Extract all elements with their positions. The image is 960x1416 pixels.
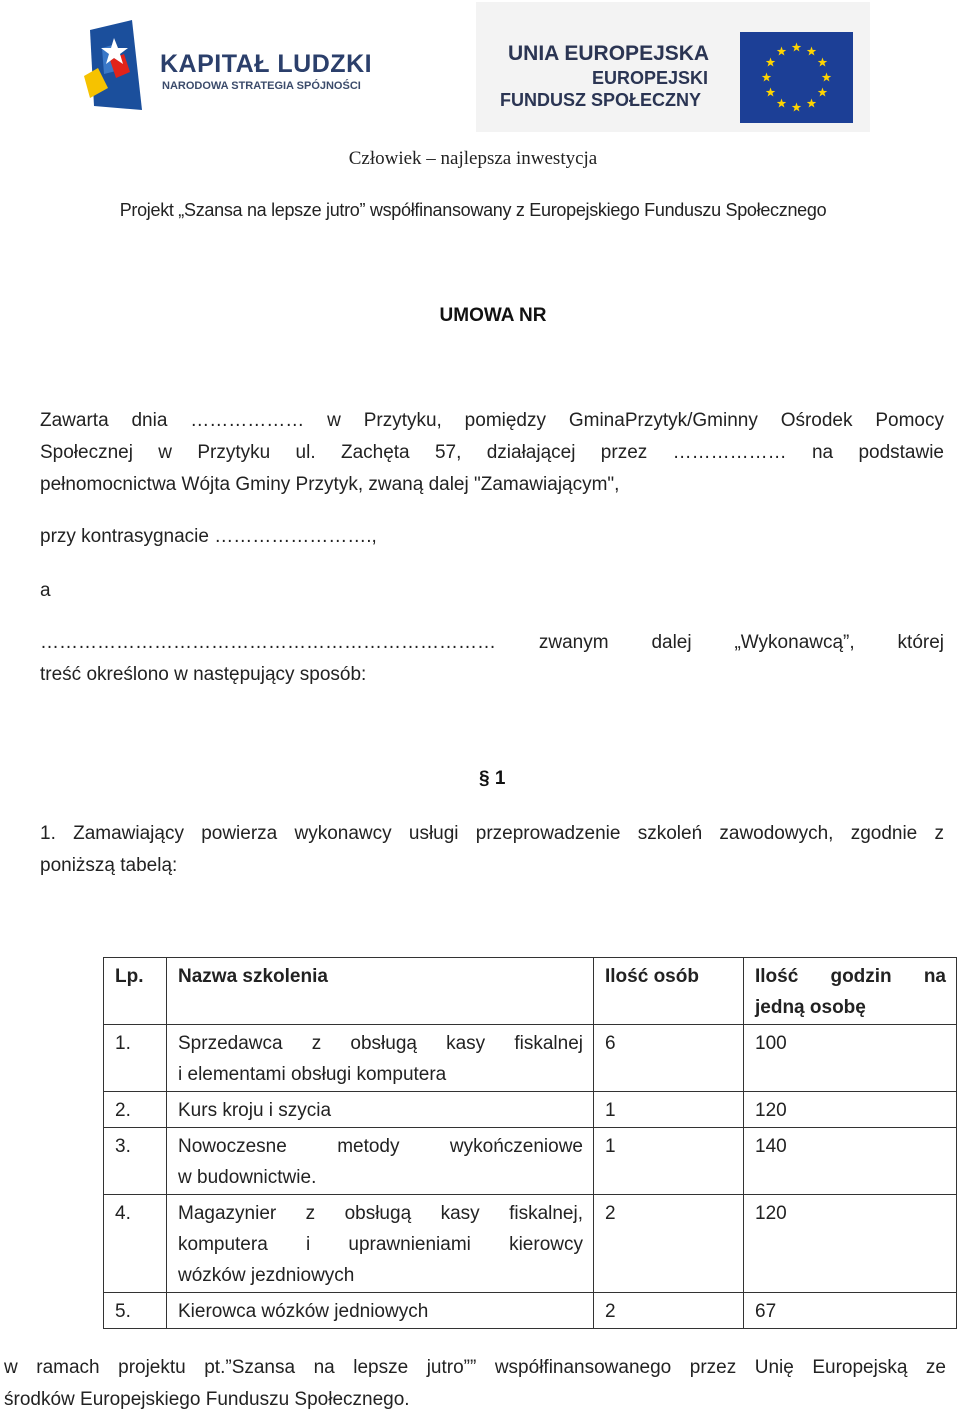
cell-lp: 3.	[104, 1128, 167, 1195]
countersign-line: przy kontrasygnacie …………………….,	[40, 526, 377, 547]
section1-line-1: 1. Zamawiający powierza wykonawcy usługi przeprowadzenie szkoleń zawodowych, zgodnie z	[40, 823, 944, 844]
section-mark: § 1	[479, 768, 506, 789]
cell-name-line: Nowoczesne metody wykończeniowe	[178, 1136, 583, 1157]
intro-line-1: Zawarta dnia ……………… w Przytyku, pomiędzy GminaPrzytyk/Gminny Ośrodek Pomocy	[40, 410, 944, 431]
header-hours-line1: Ilość godzin na	[755, 966, 946, 987]
header-hours-line2: jedną osobę	[755, 997, 866, 1018]
footer-line-1: w ramach projektu pt.”Szansa na lepsze jutro”” współfinansowanego przez Unię Europejską ze	[4, 1357, 946, 1378]
cell-lp: 5.	[104, 1293, 167, 1329]
cell-name-line: Kurs kroju i szycia	[178, 1100, 332, 1121]
cell-name-line: w budownictwie.	[178, 1167, 317, 1188]
cell-name-line: i elementami obsługi komputera	[178, 1064, 447, 1085]
header-hours	[744, 958, 957, 1025]
eu-flag-icon	[740, 32, 853, 123]
cell-hours: 100	[744, 1025, 957, 1092]
contract-title: UMOWA NR	[439, 305, 547, 326]
table-row	[104, 1025, 957, 1092]
cell-people: 2	[594, 1195, 744, 1293]
intro-line-3: pełnomocnictwa Wójta Gminy Przytyk, zwaną dalej "Zamawiającym",	[40, 474, 620, 495]
table-body	[104, 1025, 957, 1329]
cell-people: 2	[594, 1293, 744, 1329]
cell-name	[167, 1025, 594, 1092]
cell-lp: 4.	[104, 1195, 167, 1293]
header-people: Ilość osób	[594, 958, 744, 1025]
footer-paragraph	[4, 1352, 946, 1416]
eu-logo-line2: EUROPEJSKI	[592, 68, 709, 88]
table-row	[104, 1293, 957, 1329]
cell-lp: 2.	[104, 1092, 167, 1128]
footer-line-2: środków Europejskiego Funduszu Społecznego.	[4, 1389, 410, 1410]
cell-name	[167, 1195, 594, 1293]
table-header-row	[104, 958, 957, 1025]
table-row	[104, 1195, 957, 1293]
eu-logo-line1: UNIA EUROPEJSKA	[508, 42, 710, 65]
header-lp: Lp.	[104, 958, 167, 1025]
cell-name-line: wózków jezdniowych	[178, 1265, 355, 1286]
kapital-ludzki-title: KAPITAŁ LUDZKI	[160, 50, 373, 78]
table-row	[104, 1092, 957, 1128]
motto: Człowiek – najlepsza inwestycja	[348, 148, 598, 169]
courses-table	[103, 957, 957, 1329]
cell-people: 1	[594, 1128, 744, 1195]
cell-name	[167, 1293, 594, 1329]
cell-name-line: komputera i uprawnieniami kierowcy	[178, 1234, 583, 1255]
contractor-paragraph	[40, 627, 944, 691]
cell-lp: 1.	[104, 1025, 167, 1092]
cell-hours: 120	[744, 1195, 957, 1293]
cell-name-line: Magazynier z obsługą kasy fiskalnej,	[178, 1203, 583, 1224]
cell-people: 1	[594, 1092, 744, 1128]
kapital-ludzki-subtitle: NARODOWA STRATEGIA SPÓJNOŚCI	[162, 80, 361, 92]
eu-logo-line3: FUNDUSZ SPOŁECZNY	[500, 90, 702, 110]
contractor-line-2: treść określono w następujący sposób:	[40, 664, 367, 685]
intro-line-2: Społecznej w Przytyku ul. Zachęta 57, działającej przez ……………… na podstawie	[40, 442, 944, 463]
cell-name	[167, 1128, 594, 1195]
cell-name-line: Sprzedawca z obsługą kasy fiskalnej	[178, 1033, 583, 1054]
cell-name-line: Kierowca wózków jedniowych	[178, 1301, 429, 1322]
section1-paragraph	[40, 818, 944, 882]
cell-name	[167, 1092, 594, 1128]
project-title: Projekt „Szansa na lepsze jutro” współfinansowany z Europejskiego Funduszu Społecznego	[119, 200, 827, 220]
cell-hours: 67	[744, 1293, 957, 1329]
header-name: Nazwa szkolenia	[167, 958, 594, 1025]
intro-paragraph	[40, 405, 944, 501]
and-line: a	[40, 580, 51, 601]
cell-people: 6	[594, 1025, 744, 1092]
table-row	[104, 1128, 957, 1195]
contractor-line-1: ……………………………………………………………… zwanym dalej „Wykonawcą”, której	[40, 632, 944, 653]
cell-hours: 140	[744, 1128, 957, 1195]
cell-hours: 120	[744, 1092, 957, 1128]
section1-line-2: poniższą tabelą:	[40, 855, 178, 876]
